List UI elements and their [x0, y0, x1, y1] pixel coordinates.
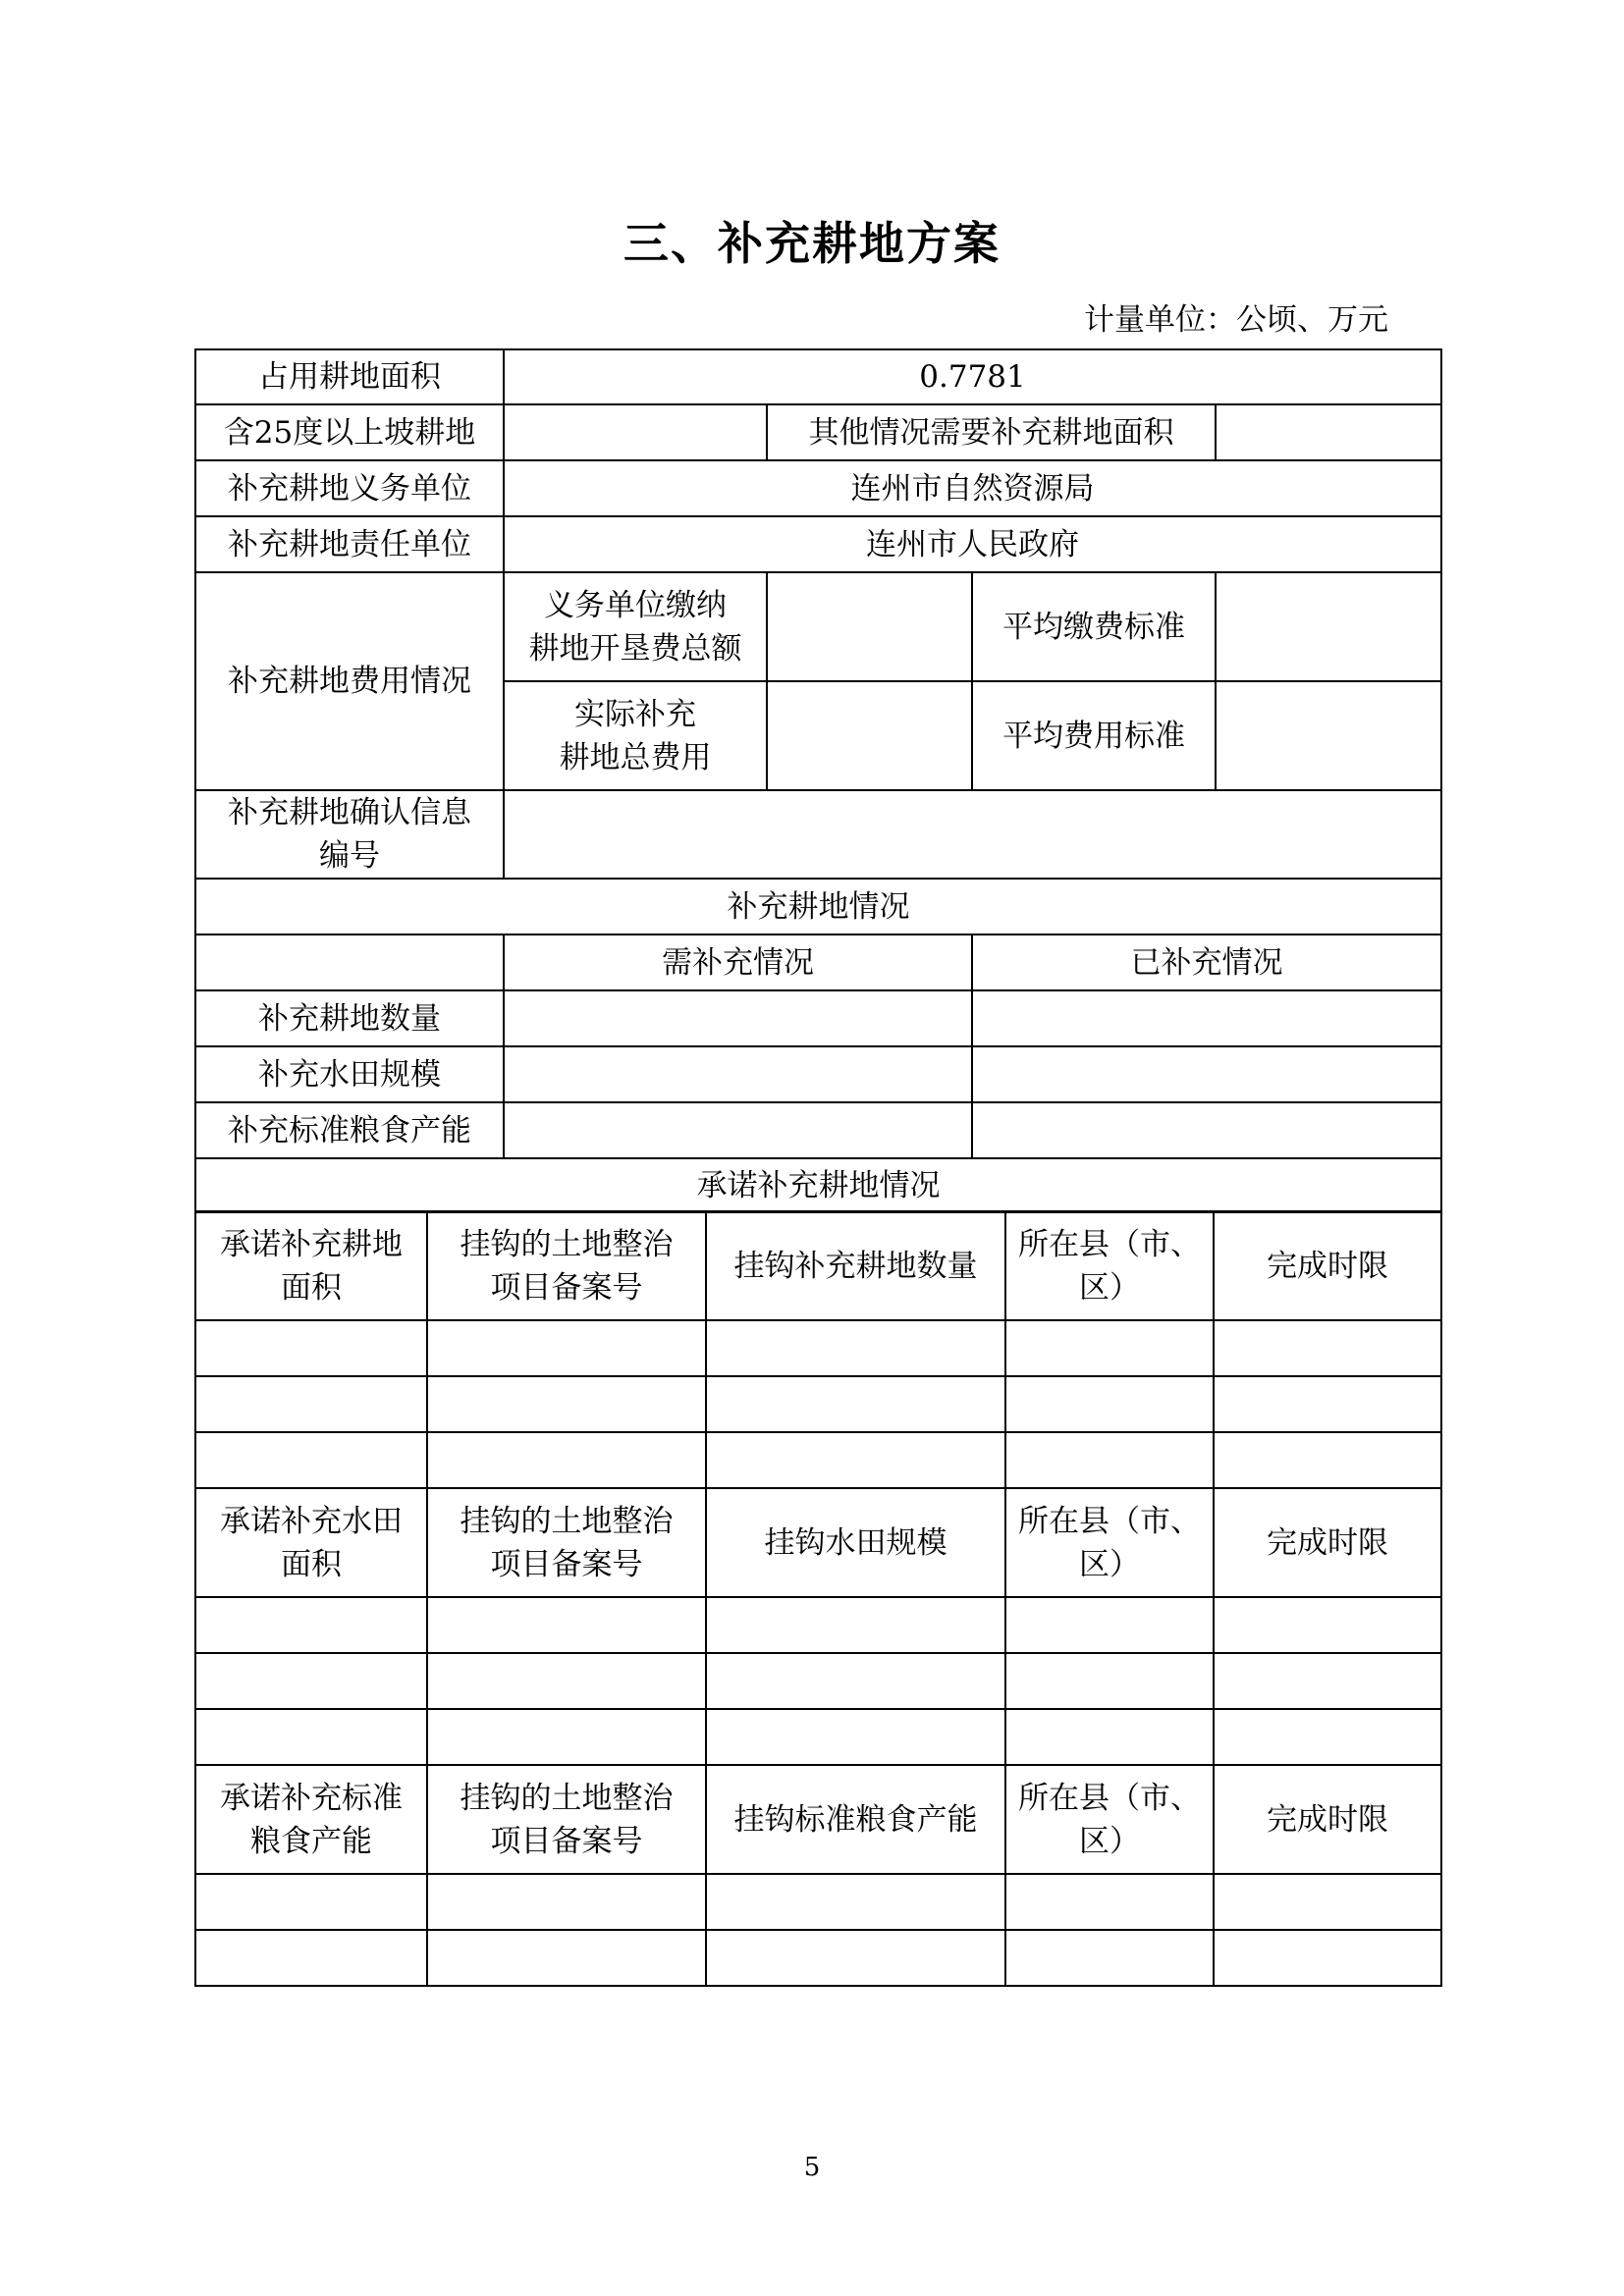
occupied-area-value: 0.7781: [504, 349, 1441, 404]
county-header: 所在县（市、 区）: [1005, 1765, 1214, 1874]
table-row: [195, 1432, 1441, 1488]
responsible-value: 连州市人民政府: [504, 516, 1441, 572]
table-cell: [1005, 1432, 1214, 1488]
other-area-label: 其他情况需要补充耕地面积: [767, 404, 1216, 460]
table-row: [195, 1158, 1441, 1212]
commitment-heading: 承诺补充耕地情况: [195, 1158, 1441, 1212]
linked-quantity-header: 挂钩水田规模: [706, 1488, 1005, 1597]
situation-row-label: 补充耕地数量: [195, 990, 504, 1046]
table-row: [195, 1046, 1441, 1102]
commitment-area-header: 承诺补充耕地 面积: [195, 1211, 427, 1320]
unit-note: 计量单位：公顷、万元: [1084, 302, 1388, 338]
occupied-area-label: 占用耕地面积: [195, 349, 504, 404]
table-cell: [427, 1597, 706, 1653]
table-cell: [1214, 1874, 1441, 1930]
avg-fee-value: [1216, 572, 1441, 681]
table-cell: [195, 1653, 427, 1709]
project-record-header: 挂钩的土地整治 项目备案号: [427, 1211, 706, 1320]
table-cell: [427, 1432, 706, 1488]
responsible-label: 补充耕地责任单位: [195, 516, 504, 572]
project-record-header: 挂钩的土地整治 项目备案号: [427, 1488, 706, 1597]
situation-needed-value: [504, 1102, 972, 1158]
table-cell: [195, 1930, 427, 1986]
supplement-plan-table: [194, 348, 1442, 1213]
fee-total-value: [767, 572, 972, 681]
situation-needed-value: [504, 1046, 972, 1102]
table-cell: [427, 1930, 706, 1986]
table-row: [195, 990, 1441, 1046]
situation-row-label: 补充水田规模: [195, 1046, 504, 1102]
table-row: [195, 1930, 1441, 1986]
confirm-number-label: 补充耕地确认信息 编号: [195, 790, 504, 879]
situation-corner: [195, 934, 504, 990]
commitment-header-row: [195, 1765, 1441, 1874]
commitment-area-header: 承诺补充水田 面积: [195, 1488, 427, 1597]
table-cell: [706, 1874, 1005, 1930]
deadline-header: 完成时限: [1214, 1765, 1441, 1874]
table-cell: [195, 1376, 427, 1432]
table-cell: [195, 1320, 427, 1376]
table-cell: [1214, 1320, 1441, 1376]
table-cell: [195, 1874, 427, 1930]
linked-quantity-header: 挂钩标准粮食产能: [706, 1765, 1005, 1874]
situation-row-label: 补充标准粮食产能: [195, 1102, 504, 1158]
table-cell: [427, 1874, 706, 1930]
table-cell: [1214, 1653, 1441, 1709]
situation-heading: 补充耕地情况: [195, 879, 1441, 934]
situation-needed-value: [504, 990, 972, 1046]
obligor-value: 连州市自然资源局: [504, 460, 1441, 516]
avg-cost-value: [1216, 681, 1441, 790]
table-cell: [706, 1653, 1005, 1709]
table-cell: [706, 1709, 1005, 1765]
deadline-header: 完成时限: [1214, 1211, 1441, 1320]
table-cell: [706, 1432, 1005, 1488]
avg-fee-label: 平均缴费标准: [972, 572, 1216, 681]
page-number: 5: [803, 2153, 821, 2182]
obligor-label: 补充耕地义务单位: [195, 460, 504, 516]
table-cell: [1214, 1709, 1441, 1765]
table-cell: [1214, 1597, 1441, 1653]
fee-total-label: 义务单位缴纳 耕地开垦费总额: [504, 572, 767, 681]
done-column-header: 已补充情况: [972, 934, 1441, 990]
table-row: [195, 1709, 1441, 1765]
actual-cost-label: 实际补充 耕地总费用: [504, 681, 767, 790]
commitment-table: [194, 1210, 1442, 1987]
commitment-header-row: [195, 1211, 1441, 1320]
slope-land-value: [504, 404, 767, 460]
slope-land-label: 含25度以上坡耕地: [195, 404, 504, 460]
confirm-number-value: [504, 790, 1441, 879]
table-cell: [706, 1597, 1005, 1653]
table-cell: [1005, 1653, 1214, 1709]
county-header: 所在县（市、 区）: [1005, 1488, 1214, 1597]
other-area-value: [1216, 404, 1441, 460]
table-row: [195, 934, 1441, 990]
table-cell: [1005, 1597, 1214, 1653]
table-row: [195, 572, 1441, 681]
table-cell: [427, 1320, 706, 1376]
situation-done-value: [972, 1102, 1441, 1158]
county-header: 所在县（市、 区）: [1005, 1211, 1214, 1320]
table-cell: [706, 1320, 1005, 1376]
situation-done-value: [972, 1046, 1441, 1102]
deadline-header: 完成时限: [1214, 1488, 1441, 1597]
situation-done-value: [972, 990, 1441, 1046]
commitment-area-header: 承诺补充标准 粮食产能: [195, 1765, 427, 1874]
table-cell: [1005, 1320, 1214, 1376]
table-cell: [1005, 1376, 1214, 1432]
table-cell: [427, 1376, 706, 1432]
table-cell: [195, 1709, 427, 1765]
table-row: [195, 879, 1441, 934]
table-cell: [195, 1432, 427, 1488]
table-row: [195, 404, 1441, 460]
table-row: [195, 1320, 1441, 1376]
table-cell: [1005, 1709, 1214, 1765]
table-row: [195, 1102, 1441, 1158]
table-row: [195, 1653, 1441, 1709]
linked-quantity-header: 挂钩补充耕地数量: [706, 1211, 1005, 1320]
table-cell: [427, 1709, 706, 1765]
table-cell: [1005, 1930, 1214, 1986]
table-row: [195, 349, 1441, 404]
table-cell: [1214, 1376, 1441, 1432]
table-cell: [1214, 1930, 1441, 1986]
table-cell: [195, 1597, 427, 1653]
table-cell: [706, 1930, 1005, 1986]
commitment-header-row: [195, 1488, 1441, 1597]
table-cell: [706, 1376, 1005, 1432]
page-title: 三、补充耕地方案: [623, 217, 1001, 270]
table-row: [195, 1597, 1441, 1653]
table-row: [195, 1376, 1441, 1432]
actual-cost-value: [767, 681, 972, 790]
fee-label: 补充耕地费用情况: [195, 572, 504, 790]
needed-column-header: 需补充情况: [504, 934, 972, 990]
table-row: [195, 460, 1441, 516]
project-record-header: 挂钩的土地整治 项目备案号: [427, 1765, 706, 1874]
avg-cost-label: 平均费用标准: [972, 681, 1216, 790]
table-cell: [1214, 1432, 1441, 1488]
table-cell: [1005, 1874, 1214, 1930]
table-row: [195, 516, 1441, 572]
table-row: [195, 790, 1441, 879]
table-cell: [427, 1653, 706, 1709]
table-row: [195, 1874, 1441, 1930]
